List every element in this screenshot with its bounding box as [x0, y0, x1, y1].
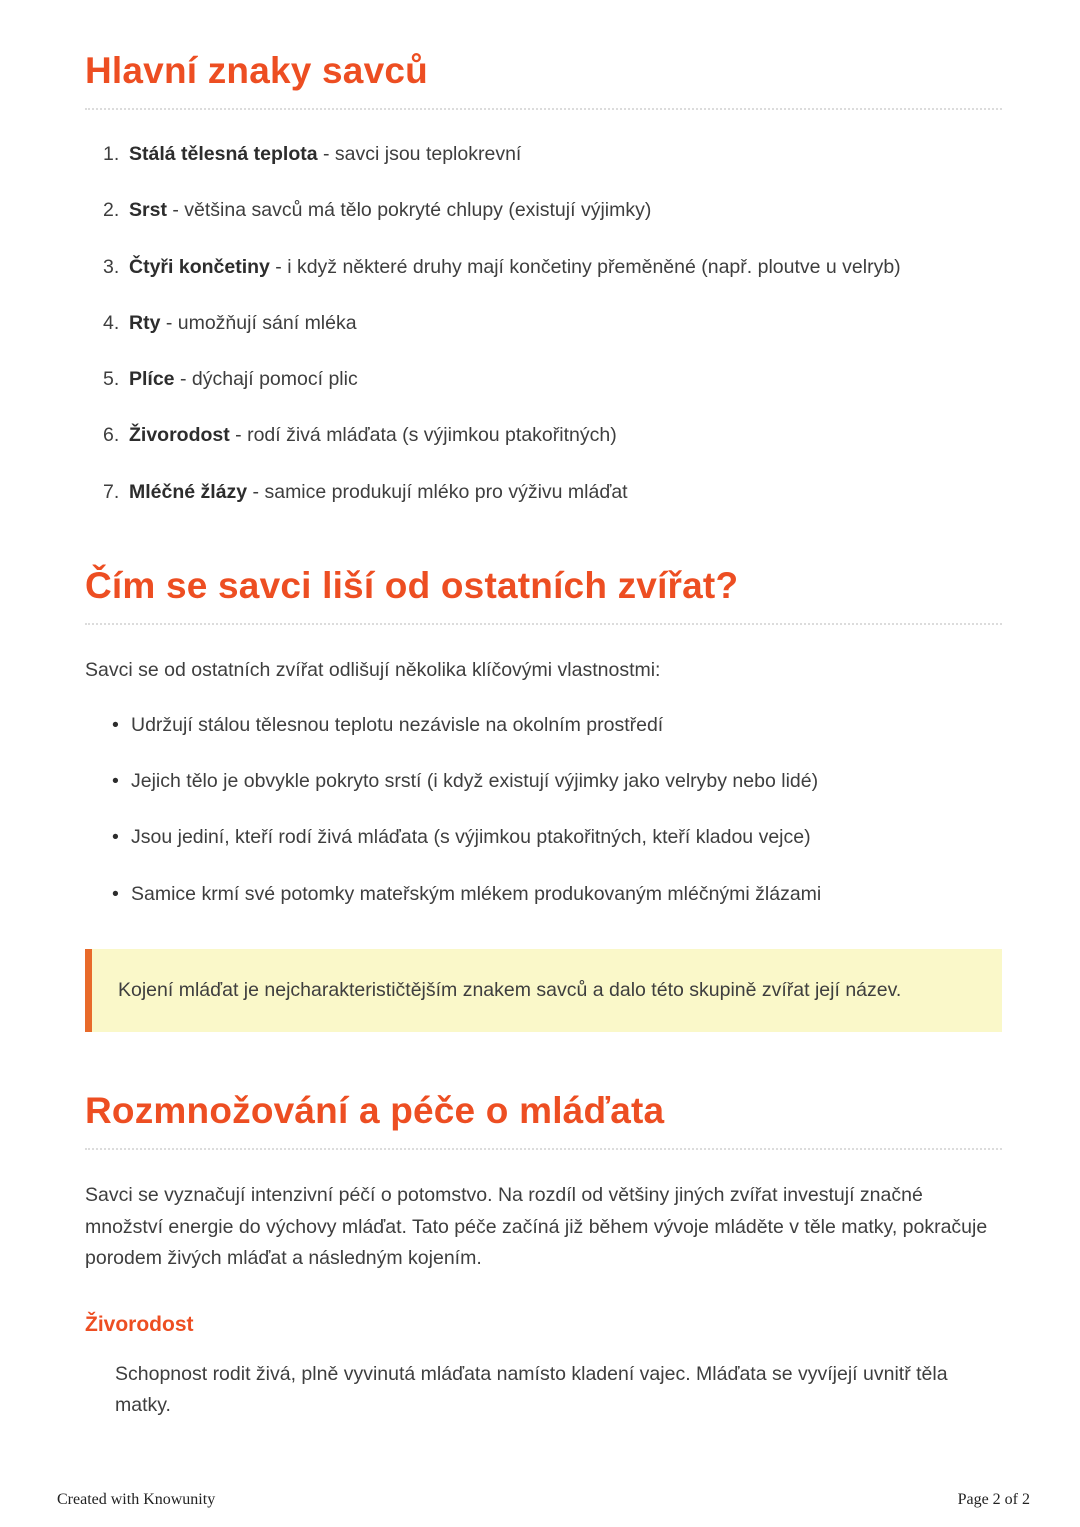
- list-item-text: [129, 365, 358, 394]
- callout-text: Kojení mláďat je nejcharakterističtějším znakem savců a dalo této skupině zvířat její název.: [118, 978, 902, 1001]
- bullet-marker: •: [112, 713, 119, 736]
- list-number: 4.: [103, 311, 120, 334]
- bullet-text: Samice krmí své potomky mateřským mlékem produkovaným mléčnými žlázami: [131, 882, 822, 905]
- list-item-text: [129, 253, 901, 282]
- list-number: 6.: [103, 424, 120, 447]
- viviparity-paragraph: Schopnost rodit živá, plně vyvinutá mláďata namísto kladení vajec. Mláďata se vyvíjejí uvnitř těla matky.: [115, 1362, 948, 1417]
- page-number: Page 2 of 2: [957, 1491, 1030, 1508]
- list-item: [112, 767, 1002, 796]
- bullet-text: Udržují stálou tělesnou teplotu nezávisle na okolním prostředí: [131, 713, 664, 736]
- list-item-term: Stálá tělesná teplota: [129, 143, 318, 165]
- list-item: [112, 880, 1002, 909]
- list-number: 2.: [103, 199, 120, 222]
- list-item-term: Mléčné žlázy: [129, 480, 248, 503]
- bullet-marker: •: [112, 826, 119, 849]
- list-item: [103, 140, 1002, 169]
- differences-bullet-list: [112, 711, 1002, 909]
- list-item: [103, 478, 1002, 507]
- list-item: [103, 196, 1002, 225]
- list-item: [112, 711, 1002, 740]
- list-number: 3.: [103, 255, 120, 278]
- section-title-main-features: Hlavní znaky savců: [85, 50, 1002, 110]
- list-item: [103, 253, 1002, 282]
- list-item-text: [129, 309, 357, 338]
- list-item: [112, 823, 1002, 852]
- list-item-desc: - i když některé druhy mají končetiny přeměněné (např. ploutve u velryb): [269, 255, 901, 278]
- list-item-text: [129, 478, 628, 507]
- list-item-term: Srst: [129, 199, 167, 222]
- list-item-term: Plíce: [129, 368, 175, 390]
- list-item: [103, 309, 1002, 338]
- list-item-desc: - samice produkují mléko pro výživu mláďat: [247, 480, 628, 503]
- list-item-desc: - savci jsou teplokrevní: [317, 143, 522, 165]
- list-number: 5.: [103, 368, 120, 390]
- bullet-marker: •: [112, 882, 119, 905]
- features-numbered-list: [103, 140, 1002, 507]
- list-item-desc: - umožňují sání mléka: [160, 311, 357, 334]
- list-item: [103, 421, 1002, 450]
- list-item-desc: - většina savců má tělo pokryté chlupy (existují výjimky): [166, 199, 652, 222]
- list-item-text: [129, 421, 617, 450]
- differences-intro: Savci se od ostatních zvířat odlišují několika klíčovými vlastnostmi:: [85, 658, 661, 681]
- list-number: 7.: [103, 480, 120, 503]
- list-item-desc: - dýchají pomocí plic: [174, 368, 358, 390]
- footer-branding: Created with Knowunity: [57, 1491, 216, 1508]
- list-item: [103, 365, 1002, 394]
- list-item-desc: - rodí živá mláďata (s výjimkou ptakořitných): [229, 424, 617, 447]
- reproduction-paragraph: Savci se vyznačují intenzivní péčí o potomstvo. Na rozdíl od většiny jiných zvířat investují značné množství energie do výchovy mláďat. Tato péče začíná již během vývoje mláděte v těle matky, pokračuje porodem živých mláďat a následným kojením.: [85, 1184, 988, 1270]
- bullet-text: Jejich tělo je obvykle pokryto srstí (i když existují výjimky jako velryby nebo lidé): [131, 770, 819, 793]
- subheading-viviparity: Živorodost: [85, 1312, 194, 1336]
- highlight-callout: [85, 949, 1002, 1032]
- section-title-differences: Čím se savci liší od ostatních zvířat?: [85, 565, 1002, 625]
- list-item-term: Živorodost: [129, 424, 230, 447]
- list-item-term: Čtyři končetiny: [129, 255, 270, 278]
- list-item-text: [129, 196, 651, 225]
- list-item-text: [129, 140, 521, 169]
- section-title-reproduction: Rozmnožování a péče o mláďata: [85, 1090, 1002, 1150]
- list-number: 1.: [103, 143, 120, 165]
- bullet-text: Jsou jediní, kteří rodí živá mláďata (s výjimkou ptakořitných, kteří kladou vejce): [131, 826, 811, 849]
- list-item-term: Rty: [129, 311, 161, 334]
- bullet-marker: •: [112, 770, 119, 793]
- page-footer: [57, 1491, 1030, 1509]
